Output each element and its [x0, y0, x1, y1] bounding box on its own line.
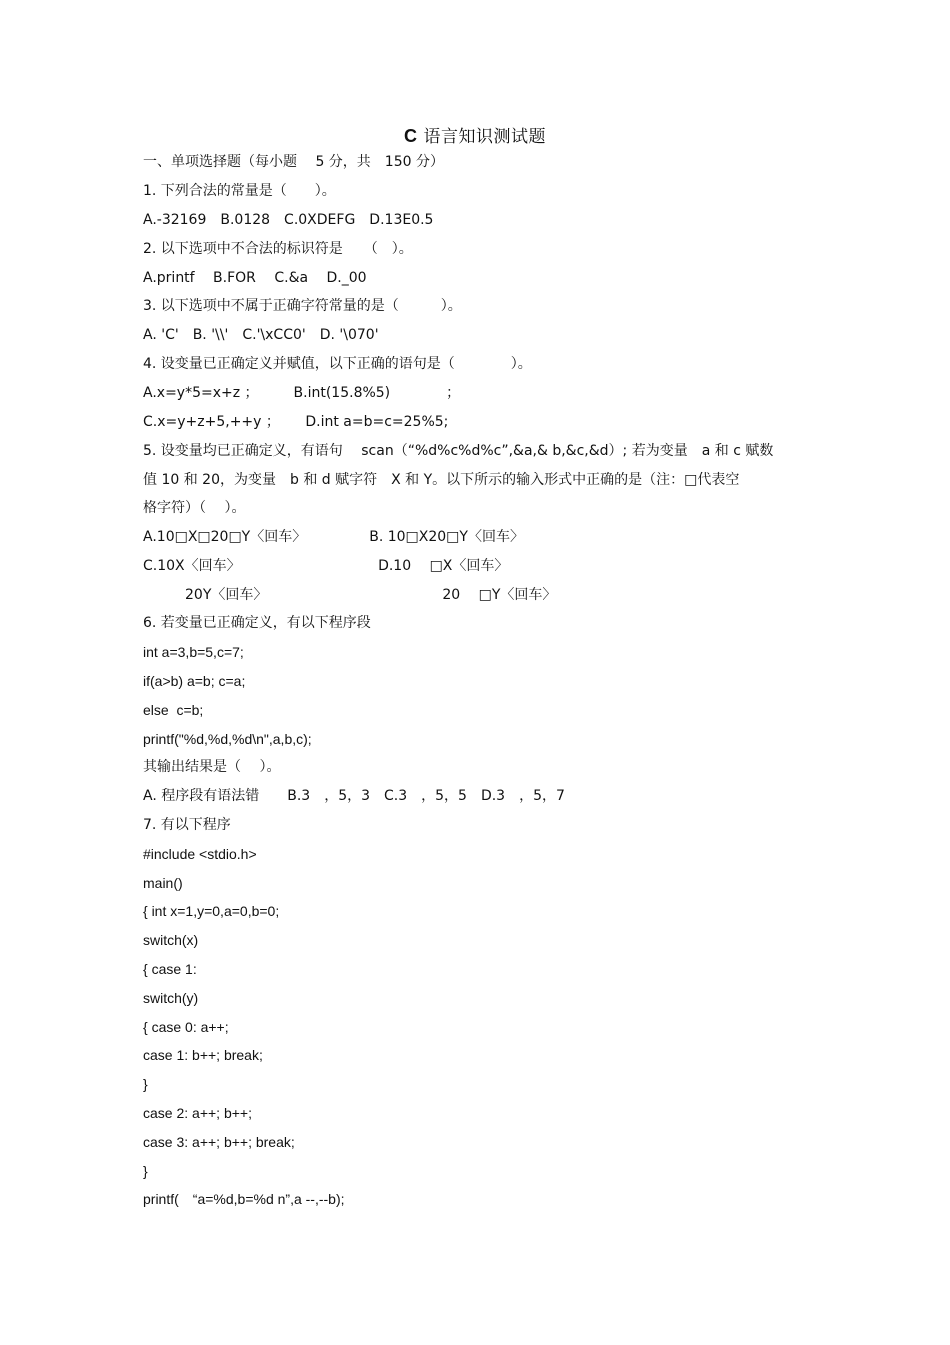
question-6: 6. 若变量已正确定义，有以下程序段: [143, 615, 371, 631]
question-1: 1. 下列合法的常量是（ ）。: [143, 183, 336, 199]
code-line: switch(x): [143, 932, 199, 948]
code-line: { case 1:: [143, 961, 197, 977]
code-line: #include <stdio.h>: [143, 846, 257, 862]
code-line: { int x=1,y=0,a=0,b=0;: [143, 903, 280, 919]
code-line: case 1: b++; break;: [143, 1047, 263, 1063]
question-2: 2. 以下选项中不合法的标识符是 （ ）。: [143, 241, 413, 257]
title-prefix: C: [404, 126, 418, 146]
code-line: if(a>b) a=b; c=a;: [143, 673, 246, 689]
title-text: 语言知识测试题: [417, 127, 546, 147]
question-5-options-cd-cont: 20Y〈回车〉 20 □Y〈回车〉: [143, 587, 557, 603]
question-4-options-cd: C.x=y+z+5,++y ； D.int a=b=c=25%5;: [143, 414, 449, 430]
code-line: else c=b;: [143, 702, 204, 718]
question-6-prompt: 其输出结果是（ ）。: [143, 759, 281, 775]
code-line: }: [143, 1163, 148, 1179]
question-4: 4. 设变量已正确定义并赋值，以下正确的语句是（ ）。: [143, 356, 532, 372]
code-line: int a=3,b=5,c=7;: [143, 644, 244, 660]
code-line: printf( “a=%d,b=%d n”,a --,--b);: [143, 1191, 345, 1207]
code-line: }: [143, 1076, 148, 1092]
code-line: main(): [143, 875, 183, 891]
code-line: switch(y): [143, 990, 199, 1006]
code-line: case 3: a++; b++; break;: [143, 1134, 295, 1150]
question-3: 3. 以下选项中不属于正确字符常量的是（ ）。: [143, 298, 462, 314]
question-7: 7. 有以下程序: [143, 817, 231, 833]
code-line: case 2: a++; b++;: [143, 1105, 252, 1121]
question-5-line-2: 值 10 和 20，为变量 b 和 d 赋字符 X 和 Y。以下所示的输入形式中正确的是（注：□代表空: [143, 472, 740, 488]
code-line: { case 0: a++;: [143, 1019, 229, 1035]
question-5-options-ab: A.10□X□20□Y〈回车〉 B. 10□X20□Y〈回车〉: [143, 529, 524, 545]
question-1-options: A.-32169 B.0128 C.0XDEFG D.13E0.5: [143, 212, 434, 228]
question-5-line-3: 格字符）（ ）。: [143, 500, 246, 516]
section-heading: 一、单项选择题（每小题 5 分，共 150 分）: [143, 154, 444, 170]
question-3-options: A. 'C' B. '\\' C.'\xCC0' D. '\070': [143, 327, 379, 343]
document-title: [0, 122, 950, 147]
question-4-options-ab: A.x=y*5=x+z ； B.int(15.8%5) ；: [143, 385, 461, 401]
code-line: printf("%d,%d,%d\n",a,b,c);: [143, 731, 312, 747]
question-5-line-1: 5. 设变量均已正确定义，有语句 scan（“%d%c%d%c”,&a,& b,&c,&d）; 若为变量 a 和 c 赋数: [143, 443, 774, 459]
question-5-options-cd: C.10X〈回车〉 D.10 □X〈回车〉: [143, 558, 509, 574]
question-2-options: A.printf B.FOR C.&a D._00: [143, 270, 367, 286]
question-6-options: A. 程序段有语法错 B.3 ，5，3 C.3 ，5，5 D.3 ，5，7: [143, 788, 565, 804]
